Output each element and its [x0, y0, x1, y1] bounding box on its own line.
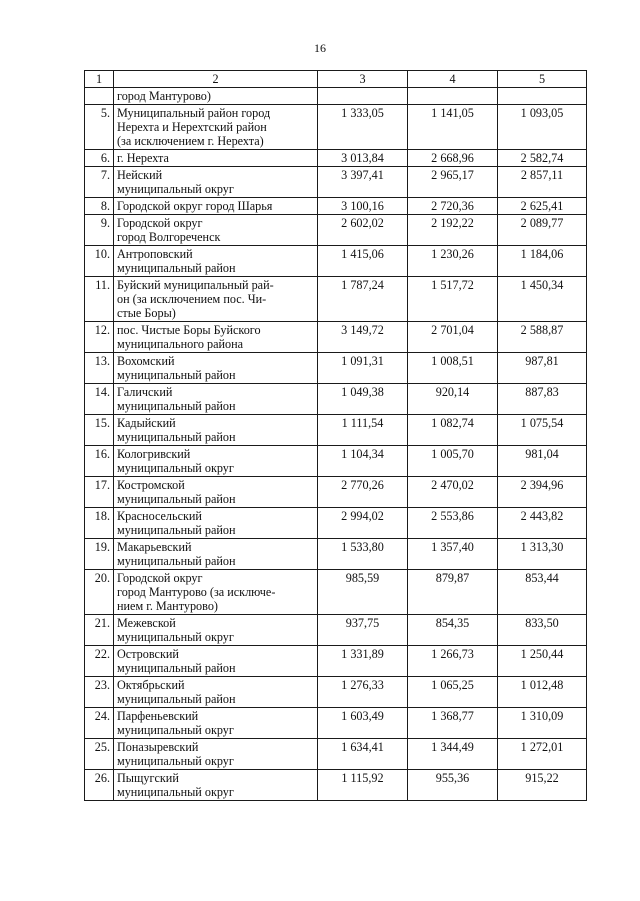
- row-number: 19.: [85, 539, 114, 570]
- value-col-5: 2 582,74: [498, 150, 587, 167]
- table-row: [85, 708, 587, 739]
- municipality-name-line: он (за исключением пос. Чи-: [117, 292, 267, 306]
- row-number: 17.: [85, 477, 114, 508]
- value-col-3: 1 111,54: [318, 415, 408, 446]
- row-number: 26.: [85, 770, 114, 801]
- municipality-name: [114, 770, 318, 801]
- value-col-5: 853,44: [498, 570, 587, 615]
- value-col-4: 920,14: [408, 384, 498, 415]
- value-col-3: 1 331,89: [318, 646, 408, 677]
- header-cell-1: 1: [85, 71, 114, 88]
- municipality-name-line: Буйский муниципальный рай-: [117, 278, 274, 292]
- table-row: [85, 215, 587, 246]
- table-row: [85, 353, 587, 384]
- table-row: [85, 615, 587, 646]
- table-row: [85, 246, 587, 277]
- value-col-5: 1 093,05: [498, 105, 587, 150]
- municipality-name: [114, 708, 318, 739]
- row-number: 24.: [85, 708, 114, 739]
- row-number: 9.: [85, 215, 114, 246]
- municipality-name: [114, 150, 318, 167]
- value-col-3: 3 149,72: [318, 322, 408, 353]
- value-col-4: 2 965,17: [408, 167, 498, 198]
- municipality-name: [114, 615, 318, 646]
- table-row: [85, 277, 587, 322]
- municipality-name-line: Октябрьский: [117, 678, 185, 692]
- row-number: 20.: [85, 570, 114, 615]
- row-number: 8.: [85, 198, 114, 215]
- municipality-name: [114, 739, 318, 770]
- municipality-name-line: Поназыревский: [117, 740, 199, 754]
- value-col-4: 1 266,73: [408, 646, 498, 677]
- table-row: [85, 167, 587, 198]
- value-col-5: 1 272,01: [498, 739, 587, 770]
- municipality-name: [114, 677, 318, 708]
- value-col-3: 937,75: [318, 615, 408, 646]
- value-col-3: 1 787,24: [318, 277, 408, 322]
- value-col-5: 1 184,06: [498, 246, 587, 277]
- municipality-name-line: муниципальный округ: [117, 630, 234, 644]
- value-col-4: [408, 88, 498, 105]
- municipality-name-line: пос. Чистые Боры Буйского: [117, 323, 261, 337]
- municipality-name-line: город Мантурово): [117, 89, 211, 103]
- row-number: 23.: [85, 677, 114, 708]
- value-col-4: 1 008,51: [408, 353, 498, 384]
- municipality-name-line: Городской округ: [117, 571, 203, 585]
- municipality-name-line: Красносельский: [117, 509, 202, 523]
- value-col-3: 985,59: [318, 570, 408, 615]
- table-row: [85, 322, 587, 353]
- municipality-name: [114, 198, 318, 215]
- table-row: [85, 508, 587, 539]
- table-row: [85, 770, 587, 801]
- value-col-4: 1 368,77: [408, 708, 498, 739]
- municipality-name: [114, 384, 318, 415]
- value-col-5: 987,81: [498, 353, 587, 384]
- value-col-5: 1 313,30: [498, 539, 587, 570]
- value-col-5: 1 012,48: [498, 677, 587, 708]
- table-row: [85, 88, 587, 105]
- value-col-5: 1 450,34: [498, 277, 587, 322]
- value-col-3: 1 603,49: [318, 708, 408, 739]
- header-cell-3: 3: [318, 71, 408, 88]
- table-row: [85, 677, 587, 708]
- header-cell-4: 4: [408, 71, 498, 88]
- table-row: [85, 739, 587, 770]
- municipality-name-line: Галичский: [117, 385, 173, 399]
- value-col-4: 2 470,02: [408, 477, 498, 508]
- table-row: [85, 477, 587, 508]
- data-table: [84, 70, 587, 801]
- value-col-4: 1 357,40: [408, 539, 498, 570]
- value-col-5: 1 310,09: [498, 708, 587, 739]
- row-number: 6.: [85, 150, 114, 167]
- row-number: 25.: [85, 739, 114, 770]
- value-col-5: 887,83: [498, 384, 587, 415]
- table-row: [85, 570, 587, 615]
- value-col-5: 1 075,54: [498, 415, 587, 446]
- row-number: 7.: [85, 167, 114, 198]
- row-number: 16.: [85, 446, 114, 477]
- value-col-4: 2 668,96: [408, 150, 498, 167]
- municipality-name-line: город Мантурово (за исключе-: [117, 585, 276, 599]
- value-col-4: 854,35: [408, 615, 498, 646]
- row-number: [85, 88, 114, 105]
- value-col-4: 1 082,74: [408, 415, 498, 446]
- municipality-name-line: стые Боры): [117, 306, 176, 320]
- value-col-3: 1 049,38: [318, 384, 408, 415]
- row-number: 13.: [85, 353, 114, 384]
- value-col-3: 2 994,02: [318, 508, 408, 539]
- table-row: [85, 446, 587, 477]
- value-col-3: 1 634,41: [318, 739, 408, 770]
- table-row: [85, 646, 587, 677]
- value-col-3: 1 415,06: [318, 246, 408, 277]
- municipality-name-line: муниципальный район: [117, 692, 236, 706]
- municipality-name-line: муниципальный район: [117, 368, 236, 382]
- value-col-3: [318, 88, 408, 105]
- municipality-name-line: Парфеньевский: [117, 709, 199, 723]
- value-col-3: 1 091,31: [318, 353, 408, 384]
- municipality-name-line: Нерехта и Нерехтский район: [117, 120, 267, 134]
- municipality-name: [114, 646, 318, 677]
- row-number: 21.: [85, 615, 114, 646]
- value-col-5: 915,22: [498, 770, 587, 801]
- municipality-name-line: муниципального района: [117, 337, 244, 351]
- value-col-5: 2 089,77: [498, 215, 587, 246]
- table-row: [85, 539, 587, 570]
- municipality-name-line: муниципальный округ: [117, 754, 234, 768]
- municipality-name-line: нием г. Мантурово): [117, 599, 218, 613]
- municipality-name-line: Городской округ: [117, 216, 203, 230]
- value-col-3: 2 770,26: [318, 477, 408, 508]
- municipality-name: [114, 246, 318, 277]
- value-col-3: 2 602,02: [318, 215, 408, 246]
- municipality-name-line: муниципальный район: [117, 261, 236, 275]
- municipality-name-line: (за исключением г. Нерехта): [117, 134, 264, 148]
- value-col-5: 2 588,87: [498, 322, 587, 353]
- row-number: 10.: [85, 246, 114, 277]
- municipality-name: [114, 570, 318, 615]
- row-number: 5.: [85, 105, 114, 150]
- municipality-name: [114, 105, 318, 150]
- value-col-4: 955,36: [408, 770, 498, 801]
- value-col-3: 3 100,16: [318, 198, 408, 215]
- municipality-name: [114, 322, 318, 353]
- row-number: 22.: [85, 646, 114, 677]
- municipality-name-line: муниципальный округ: [117, 182, 234, 196]
- municipality-name-line: муниципальный округ: [117, 785, 234, 799]
- municipality-name-line: муниципальный район: [117, 430, 236, 444]
- value-col-3: 1 104,34: [318, 446, 408, 477]
- value-col-4: 2 720,36: [408, 198, 498, 215]
- municipality-name-line: муниципальный район: [117, 399, 236, 413]
- value-col-4: 1 005,70: [408, 446, 498, 477]
- value-col-5: 2 394,96: [498, 477, 587, 508]
- value-col-4: 879,87: [408, 570, 498, 615]
- municipality-name-line: Кадыйский: [117, 416, 176, 430]
- municipality-name: [114, 353, 318, 384]
- municipality-name-line: муниципальный округ: [117, 723, 234, 737]
- row-number: 14.: [85, 384, 114, 415]
- municipality-name-line: город Волгореченск: [117, 230, 221, 244]
- municipality-name: [114, 508, 318, 539]
- value-col-5: 2 625,41: [498, 198, 587, 215]
- value-col-4: 1 230,26: [408, 246, 498, 277]
- municipality-name-line: Пыщугский: [117, 771, 179, 785]
- municipality-name-line: муниципальный район: [117, 554, 236, 568]
- value-col-4: 2 192,22: [408, 215, 498, 246]
- value-col-5: 981,04: [498, 446, 587, 477]
- value-col-4: 1 141,05: [408, 105, 498, 150]
- municipality-name-line: Кологривский: [117, 447, 191, 461]
- row-number: 11.: [85, 277, 114, 322]
- value-col-4: 2 553,86: [408, 508, 498, 539]
- row-number: 12.: [85, 322, 114, 353]
- municipality-name: [114, 539, 318, 570]
- value-col-3: 1 115,92: [318, 770, 408, 801]
- municipality-name: [114, 415, 318, 446]
- table-row: [85, 150, 587, 167]
- municipality-name-line: Макарьевский: [117, 540, 192, 554]
- table-row: [85, 105, 587, 150]
- municipality-name: [114, 477, 318, 508]
- row-number: 15.: [85, 415, 114, 446]
- value-col-4: 2 701,04: [408, 322, 498, 353]
- municipality-name-line: Муниципальный район город: [117, 106, 271, 120]
- value-col-4: 1 517,72: [408, 277, 498, 322]
- value-col-4: 1 065,25: [408, 677, 498, 708]
- table-header-row: [85, 71, 587, 88]
- municipality-name-line: Костромской: [117, 478, 185, 492]
- value-col-3: 3 397,41: [318, 167, 408, 198]
- header-cell-2: 2: [114, 71, 318, 88]
- value-col-5: [498, 88, 587, 105]
- value-col-5: 833,50: [498, 615, 587, 646]
- value-col-5: 2 857,11: [498, 167, 587, 198]
- municipality-name: [114, 88, 318, 105]
- municipality-name-line: Нейский: [117, 168, 163, 182]
- municipality-name-line: Межевской: [117, 616, 176, 630]
- page-number: 16: [314, 41, 326, 55]
- value-col-3: 1 533,80: [318, 539, 408, 570]
- value-col-4: 1 344,49: [408, 739, 498, 770]
- value-col-5: 2 443,82: [498, 508, 587, 539]
- row-number: 18.: [85, 508, 114, 539]
- table-row: [85, 384, 587, 415]
- value-col-5: 1 250,44: [498, 646, 587, 677]
- table-row: [85, 198, 587, 215]
- municipality-name-line: муниципальный район: [117, 523, 236, 537]
- header-cell-5: 5: [498, 71, 587, 88]
- municipality-name-line: Городской округ город Шарья: [117, 199, 273, 213]
- municipality-name-line: Островский: [117, 647, 179, 661]
- municipality-name-line: муниципальный район: [117, 661, 236, 675]
- municipality-name: [114, 167, 318, 198]
- municipality-name: [114, 446, 318, 477]
- value-col-3: 1 333,05: [318, 105, 408, 150]
- municipality-name-line: Антроповский: [117, 247, 193, 261]
- value-col-3: 3 013,84: [318, 150, 408, 167]
- value-col-3: 1 276,33: [318, 677, 408, 708]
- municipality-name: [114, 215, 318, 246]
- municipality-name-line: Вохомский: [117, 354, 175, 368]
- municipality-name: [114, 277, 318, 322]
- municipality-name-line: муниципальный округ: [117, 461, 234, 475]
- municipality-name-line: г. Нерехта: [117, 151, 169, 165]
- municipality-name-line: муниципальный район: [117, 492, 236, 506]
- table-row: [85, 415, 587, 446]
